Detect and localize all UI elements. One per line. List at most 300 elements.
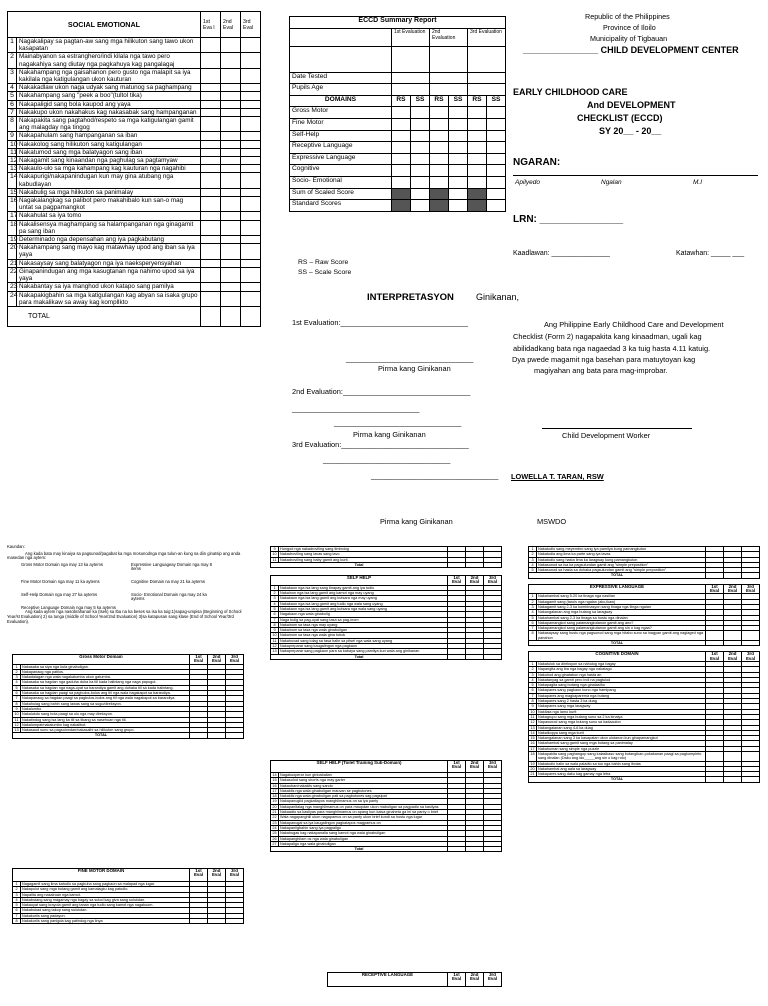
eval-header: 1st Eval: [448, 761, 466, 773]
kaundan-panel: [7, 545, 251, 624]
eval-checkbox-cell[interactable]: [201, 117, 221, 132]
eval-checkbox-cell[interactable]: [221, 148, 241, 156]
eval-checkbox-cell[interactable]: [221, 197, 241, 212]
eval-checkbox-cell[interactable]: [241, 220, 261, 235]
eval-checkbox-cell[interactable]: [241, 291, 261, 306]
eval-checkbox-cell[interactable]: [241, 157, 261, 165]
eval-checkbox-cell[interactable]: [201, 197, 221, 212]
eval-checkbox-cell[interactable]: [241, 68, 261, 83]
row-number: 7: [13, 913, 21, 918]
score-cell[interactable]: [449, 142, 468, 154]
row-item-text: Nakagamit sang (taruis nga ngalan (ako,ikaw): [537, 599, 706, 604]
table-row: [13, 919, 244, 924]
row-number: 5: [8, 92, 17, 100]
domain-row: [290, 130, 506, 142]
eval-checkbox-cell[interactable]: [221, 236, 241, 244]
row-number: 10: [530, 709, 535, 714]
score-cell[interactable]: [430, 153, 449, 165]
score-cell[interactable]: [449, 200, 468, 212]
rs-header: RS: [430, 95, 449, 107]
row-number: 13: [14, 728, 19, 733]
row-item-text: Nakapahulam sang hampanganan sa iban: [17, 132, 201, 140]
row-number: 23: [272, 820, 277, 825]
eval-checkbox-cell[interactable]: [201, 92, 221, 100]
name-line[interactable]: [513, 175, 758, 176]
domain-row: [290, 200, 506, 212]
center-name: _______________ CHILD DEVELOPMENT CENTER: [523, 45, 739, 55]
total-label: TOTAL: [529, 641, 706, 646]
row-item-text: Nakahugas kag nakapanalia sang kamot nga wala ginabuligan: [279, 831, 448, 836]
score-cell[interactable]: [430, 188, 449, 200]
eval-checkbox-cell[interactable]: [201, 148, 221, 156]
eval-checkbox-cell[interactable]: [201, 157, 221, 165]
date-tested-cell[interactable]: [430, 72, 468, 84]
eval-checkbox-cell[interactable]: [221, 132, 241, 140]
row-item-text: Nakapakita sang paghangop sang kalasikaso sang butangikan-pokakanan paagi sa pagkompleto sang dinalan (Daku ang ido_____ang sin o kag rolo): [537, 751, 706, 761]
row-number: 2: [271, 591, 279, 596]
row-item-text: Nakasaka sa siya nga kuta ginabuligan.: [21, 664, 190, 669]
row-number: 3: [271, 596, 279, 601]
eval-checkbox-cell[interactable]: [201, 165, 221, 173]
eval-checkbox-cell[interactable]: [201, 140, 221, 148]
row-number: 2: [13, 669, 21, 674]
row-number: 16: [8, 197, 17, 212]
score-cell[interactable]: [449, 118, 468, 130]
score-cell[interactable]: [392, 165, 411, 177]
row-number: 24: [272, 825, 277, 830]
eval-checkbox-cell[interactable]: [201, 236, 221, 244]
score-cell[interactable]: [392, 118, 411, 130]
score-cell[interactable]: [449, 153, 468, 165]
katawhan-field[interactable]: Katawhan: _____ ___: [676, 250, 745, 257]
domain-label: Standard Scores: [290, 200, 392, 212]
score-cell[interactable]: [468, 142, 487, 154]
eval-checkbox-cell[interactable]: [201, 68, 221, 83]
eval-checkbox-cell[interactable]: [201, 84, 221, 92]
row-number: 9: [271, 547, 279, 552]
score-cell[interactable]: [449, 165, 468, 177]
ss-header: SS: [487, 95, 506, 107]
row-number: 21: [530, 772, 535, 777]
eval-checkbox-cell[interactable]: [241, 197, 261, 212]
signature-line[interactable]: _______________________________: [371, 471, 499, 480]
eval-checkbox-cell[interactable]: [201, 267, 221, 282]
row-item-text: Nakasaka sa hagdan paagi sa pagbulos-bulos ang tiil nga wala nagakapot sa barandiya.: [21, 691, 190, 696]
eval-checkbox-cell[interactable]: [208, 919, 226, 924]
domain-row: [290, 153, 506, 165]
eval-checkbox-cell[interactable]: [742, 631, 760, 641]
eval-checkbox-cell[interactable]: [201, 283, 221, 291]
eval-header: 2nd Eval: [466, 973, 484, 987]
total-cell[interactable]: [241, 306, 261, 326]
pupils-age-cell[interactable]: [468, 84, 506, 96]
eval-checkbox-cell[interactable]: [241, 188, 261, 196]
eval-checkbox-cell[interactable]: [201, 173, 221, 188]
row-number: 25: [272, 831, 277, 836]
row-number: 6: [529, 620, 537, 625]
row-number: 5: [13, 903, 21, 908]
table-row: [8, 236, 261, 244]
row-number: 8: [271, 622, 279, 627]
row-number: 2: [529, 599, 537, 604]
score-cell[interactable]: [430, 130, 449, 142]
row-item-text: Nakahuvad sang tulag sa tasa halin sa pitsel nga wala sang uyang: [279, 638, 448, 643]
kaundan-cog: Cognitive Domain na may 21 ka aytems: [131, 578, 206, 584]
row-number: 15: [530, 736, 535, 741]
row-item-text: Nakatanyag sa gamit pero indi na pagtulod: [537, 677, 706, 682]
row-item-text: Nakatudlo sang hasta lima ka laragway kung pamangkuton: [537, 557, 706, 562]
row-number: 12: [14, 722, 19, 727]
eval-checkbox-cell[interactable]: [201, 291, 221, 306]
row-item-text: Nakatudlo halin sa wala paiadto sa tuo nga bahin sang ibxias: [537, 761, 706, 766]
kaundan-para-2: Ang kada aytem nga nasobrahanan ka (tsek) sa Iba na ka beses sa isa ka tuig:1)sapag-umpisa (Beginning of School Year/st Evaluation) 2) sa tunga (middle of School Year/2nd Evaluation) 3)sa katapusan sang klase (End of School Year/3rd Evaluation).: [7, 609, 242, 624]
eval-checkbox-cell[interactable]: [221, 283, 241, 291]
gross-motor-table: [12, 654, 244, 739]
eval-header: 1st Eval: [706, 584, 724, 594]
row-item-text: Nakasunod sa isa ka pagsulundan gamit ang "simple preposition": [537, 562, 706, 567]
row-item-text: Nakasaysay sang balatyagon nga iya naeksperyensyahan: [17, 259, 201, 267]
row-number: 13: [530, 725, 535, 730]
row-number: 11: [529, 714, 537, 719]
letter-line-1: Ang Philippine Early Childhood Care and Development: [544, 320, 724, 329]
eval-checkbox-cell[interactable]: [221, 140, 241, 148]
mi-label: M.I: [693, 179, 703, 186]
row-item-text: Nakalumpat/nakalumbo kag nakaiibot.: [21, 722, 190, 727]
eval-checkbox-cell[interactable]: [706, 751, 724, 761]
date-tested-cell[interactable]: [392, 72, 430, 84]
total-cell[interactable]: [201, 306, 221, 326]
row-item-text: Nakapares sang 2 hasta 3 ka duag: [537, 699, 706, 704]
table-row: [8, 92, 261, 100]
row-item-text: Nakakaon nga isa lang gamit ang tudlo nga wala sang uyang: [279, 601, 448, 606]
eval-header: 2nd Eval: [208, 655, 226, 665]
row-item-text: Nakasaod suno sa pagsulondan/nakasaihi sa hilikuton sang grupo.: [21, 728, 190, 733]
kaundan-rl: Receptive Language Domain nga may 5 ka aytems: [21, 604, 116, 610]
eval-checkbox-cell[interactable]: [241, 148, 261, 156]
eval-checkbox-cell[interactable]: [241, 117, 261, 132]
row-number: 10: [14, 712, 19, 717]
score-cell[interactable]: [487, 153, 506, 165]
kaundan-gm: Gross Motor Domain nga may 13 ka aytems: [21, 561, 103, 567]
score-cell[interactable]: [468, 107, 487, 119]
row-item-text: Nakatulok sa direksyon sa nahulog nga bagay: [537, 661, 706, 666]
score-cell[interactable]: [468, 118, 487, 130]
score-cell[interactable]: [411, 118, 430, 130]
row-number: 10: [8, 140, 17, 148]
score-cell[interactable]: [392, 107, 411, 119]
signature-line[interactable]: _______________________________: [334, 418, 462, 427]
ss-header: SS: [449, 95, 468, 107]
row-item-text: Nakakurlis sang padayon.: [21, 913, 190, 918]
score-cell[interactable]: [392, 142, 411, 154]
eval-checkbox-cell[interactable]: [241, 165, 261, 173]
row-number: 6: [529, 688, 537, 693]
row-number: 11: [8, 148, 17, 156]
eval-checkbox-cell[interactable]: [241, 267, 261, 282]
eval-checkbox-cell[interactable]: [241, 92, 261, 100]
table-row: [529, 751, 760, 761]
eval-checkbox-cell[interactable]: [201, 220, 221, 235]
domain-row: [290, 118, 506, 130]
eval-header: 3rd Eval: [226, 655, 244, 665]
score-cell[interactable]: [487, 200, 506, 212]
score-cell[interactable]: [487, 130, 506, 142]
pirma-label-2: Pirma kang Ginikanan: [380, 517, 453, 526]
row-number: 20: [8, 244, 17, 259]
date-tested-cell[interactable]: [468, 72, 506, 84]
score-cell[interactable]: [449, 130, 468, 142]
kaundan-heading: Kaundan:: [7, 544, 25, 549]
rs-header: RS: [392, 95, 411, 107]
score-cell[interactable]: [411, 107, 430, 119]
row-item-text: Nakabukad sang takop sang sulukdan.: [21, 908, 190, 913]
score-cell[interactable]: [430, 176, 449, 188]
eval-checkbox-cell[interactable]: [201, 259, 221, 267]
score-cell[interactable]: [468, 153, 487, 165]
table-row: [8, 53, 261, 68]
row-number: 18: [8, 220, 17, 235]
total-cell[interactable]: [221, 306, 241, 326]
eval-header: 2nd Eval: [466, 576, 484, 586]
cognitive-title: COGNITIVE DOMAIN: [529, 652, 706, 662]
eval-checkbox-cell[interactable]: [241, 173, 261, 188]
row-item-text: Wala nagapanghili ukon nagapamus on sa panty ukon brief kundi sa hustu nga lugar: [279, 815, 448, 820]
score-cell[interactable]: [392, 188, 411, 200]
eval-checkbox-cell[interactable]: [221, 212, 241, 220]
row-item-text: Nakauyat sang krayola gamit ang tanan nga tudlo sang kamot nga nagakuom.: [21, 903, 190, 908]
score-cell[interactable]: [430, 200, 449, 212]
score-cell[interactable]: [430, 165, 449, 177]
row-number: 1: [13, 882, 21, 887]
score-cell[interactable]: [411, 176, 430, 188]
row-number: 6: [271, 612, 279, 617]
row-number: 4: [529, 562, 537, 567]
score-cell[interactable]: [449, 107, 468, 119]
score-cell[interactable]: [430, 107, 449, 119]
row-item-text: Nakasaysay sang hustu nga pagsunod sang mga hitabo suno sa inagyan gamit ang naglaged nga panahon: [537, 631, 706, 641]
eval-checkbox-cell[interactable]: [241, 53, 261, 68]
row-number: 13: [8, 165, 17, 173]
row-item-text: Nakapamangkot sang paiamangkutanon gamit ang ano?: [537, 620, 706, 625]
score-cell[interactable]: [487, 118, 506, 130]
eval-checkbox-cell[interactable]: [241, 132, 261, 140]
eval-checkbox-cell[interactable]: [241, 108, 261, 116]
row-item-text: Nakakils nga wala ginabuligan pati sa pagbutones sag pagsipat: [279, 794, 448, 799]
table-row: [8, 283, 261, 291]
row-number: 1: [529, 594, 537, 599]
row-number: 7: [529, 693, 537, 698]
eval-checkbox-cell[interactable]: [201, 212, 221, 220]
row-number: 5: [271, 606, 279, 611]
eval-checkbox-cell[interactable]: [221, 165, 241, 173]
eval-checkbox-cell[interactable]: [221, 220, 241, 235]
score-cell[interactable]: [487, 176, 506, 188]
eval-checkbox-cell[interactable]: [724, 631, 742, 641]
row-item-text: Nakalukdo sang bola paagi sa ulo nga may direksyon.: [21, 712, 190, 717]
eval-1-line[interactable]: 1st Evaluation:_______________________________: [292, 318, 468, 327]
eval-checkbox-cell[interactable]: [190, 919, 208, 924]
eval-checkbox-cell[interactable]: [241, 84, 261, 92]
eval-checkbox-cell[interactable]: [706, 631, 724, 641]
eval-checkbox-cell[interactable]: [241, 140, 261, 148]
eval-checkbox-cell[interactable]: [724, 751, 742, 761]
row-item-text: Nakainom sa tasa nga wala ginabuligan: [279, 628, 448, 633]
eval-checkbox-cell[interactable]: [201, 244, 221, 259]
eval-checkbox-cell[interactable]: [221, 267, 241, 282]
eccd-summary-table: [289, 16, 506, 212]
eval-checkbox-cell[interactable]: [201, 53, 221, 68]
row-number: 7: [8, 108, 17, 116]
row-item-text: Nagakalangkag sa palibot pero makahibalo kun san-o mag untat sa pagpamangkot: [17, 197, 201, 212]
row-item-text: Nakadroviling sang baby gamit ang kurit.: [279, 557, 448, 562]
eval-2-line[interactable]: 2nd Evaluation:_______________________________: [292, 387, 471, 396]
eval-checkbox-cell[interactable]: [201, 38, 221, 53]
pupils-age-cell[interactable]: [392, 84, 430, 96]
score-cell[interactable]: [392, 176, 411, 188]
score-cell[interactable]: [468, 165, 487, 177]
row-item-text: Nakainom sa tasa nga may uyang: [279, 622, 448, 627]
score-cell[interactable]: [411, 165, 430, 177]
score-cell[interactable]: [449, 188, 468, 200]
row-number: 6: [13, 908, 21, 913]
eval-checkbox-cell[interactable]: [201, 188, 221, 196]
worker-signature-line[interactable]: [542, 428, 692, 429]
kaadlawan-field[interactable]: Kaadlawan: _______________: [513, 250, 610, 257]
row-item-text: Nakahampang sang mayo kag matawhay upod ang iban sa iya yaya: [17, 244, 201, 259]
score-cell[interactable]: [487, 188, 506, 200]
eval-checkbox-cell[interactable]: [241, 236, 261, 244]
eval-checkbox-cell[interactable]: [241, 259, 261, 267]
row-item-text: Nakapanligbahin sang iya pagpaligo: [279, 825, 448, 830]
row-number: 17: [530, 746, 535, 751]
self-help-toilet-table: [270, 760, 502, 852]
eval-3-line[interactable]: 3rd Evaluation:_______________________________: [292, 440, 469, 449]
eval-header: 1st Eval: [190, 655, 208, 665]
row-number: 4: [13, 680, 21, 685]
score-cell[interactable]: [411, 130, 430, 142]
pirma-label: Pirma kang Ginikanan: [378, 364, 451, 373]
row-item-text: Nakangalanan sang 3 ka kasapatan ukon ulutanon kun ginapamangkot: [537, 736, 706, 741]
ss-header: SS: [411, 95, 430, 107]
domain-label: Expressive Language: [290, 153, 392, 165]
eval-checkbox-cell[interactable]: [221, 108, 241, 116]
row-item-text: Nakahampang sang "peek a boo"(tultol tika): [17, 92, 201, 100]
eval-checkbox-cell[interactable]: [221, 188, 241, 196]
score-cell[interactable]: [411, 153, 430, 165]
eval-checkbox-cell[interactable]: [221, 259, 241, 267]
row-item-text: Nakagamit sang 2-3 ka kombinasyon sang tinaga nga liinga ngalan: [537, 604, 706, 609]
eval-checkbox-cell[interactable]: [221, 53, 241, 68]
row-number: 15: [8, 188, 17, 196]
eval-checkbox-cell[interactable]: [221, 38, 241, 53]
score-cell[interactable]: [468, 176, 487, 188]
row-number: 19: [272, 799, 277, 804]
row-item-text: Nakapagita sang butang nga ginalastho: [537, 683, 706, 688]
pupils-age-cell[interactable]: [430, 84, 468, 96]
row-number: 12: [530, 720, 535, 725]
signature-line[interactable]: _______________________________: [346, 354, 474, 363]
score-cell[interactable]: [411, 200, 430, 212]
eval-checkbox-cell[interactable]: [742, 751, 760, 761]
letter-line-2: Checklist (Form 2) nagapakita kang kinaadman, ugali kag: [513, 332, 702, 341]
rs-header: RS: [468, 95, 487, 107]
eval-checkbox-cell[interactable]: [221, 291, 241, 306]
eval-checkbox-cell[interactable]: [221, 173, 241, 188]
score-cell[interactable]: [392, 153, 411, 165]
eval-checkbox-cell[interactable]: [241, 38, 261, 53]
apilyedo-label: Apilyedo: [515, 179, 540, 186]
eval-checkbox-cell[interactable]: [201, 132, 221, 140]
eval-checkbox-cell[interactable]: [221, 68, 241, 83]
row-item-text: Nakapanitalag nga manghilmamus on para maupdan ukon mabuligan sa pagpadlo sa kasilyas: [279, 804, 448, 809]
row-item-text: Nakakupo ukon nakahakus kag nakasabak sang hampanganan: [17, 108, 201, 116]
blank-line[interactable]: _______________________________: [323, 455, 451, 464]
row-item-text: Nakahuman sang simple nga puzzle: [537, 746, 706, 751]
eval-checkbox-cell[interactable]: [241, 283, 261, 291]
score-cell[interactable]: [468, 188, 487, 200]
score-cell[interactable]: [411, 188, 430, 200]
eval-checkbox-cell[interactable]: [241, 244, 261, 259]
row-number: 1: [529, 547, 537, 552]
row-number: 14: [8, 173, 17, 188]
pirma-label: Pirma kang Ginikanan: [353, 430, 426, 439]
row-item-text: Nakabutang sang magamay nga bagay sa sulod kag giva sang sulukdan.: [21, 897, 190, 902]
eval-header-3: 3rd Eval: [241, 12, 261, 38]
row-item-text: Nakapaligid sang bola kaupod ang yaya: [17, 100, 201, 108]
row-item-text: Hungod nga nakadroviling sang timbolog: [279, 547, 448, 552]
eval-checkbox-cell[interactable]: [221, 157, 241, 165]
eval-checkbox-cell[interactable]: [201, 108, 221, 116]
eval-checkbox-cell[interactable]: [221, 100, 241, 108]
table-row: [8, 173, 261, 188]
eval-checkbox-cell[interactable]: [221, 92, 241, 100]
score-cell[interactable]: [487, 107, 506, 119]
score-cell[interactable]: [392, 130, 411, 142]
score-cell[interactable]: [487, 165, 506, 177]
eval-checkbox-cell[interactable]: [241, 212, 261, 220]
row-number: 23: [8, 283, 17, 291]
row-item-text: Nakahambal sang 5-20 ka tinaga nga nasilian: [537, 594, 706, 599]
score-cell[interactable]: [430, 142, 449, 154]
title-line-3: CHECKLIST (ECCD): [577, 113, 663, 123]
municipality-text: Municipality of Tigbauan: [590, 34, 668, 43]
row-number: 4: [8, 84, 17, 92]
blank-line[interactable]: _______________________________: [292, 404, 420, 413]
row-number: 3: [529, 557, 537, 562]
eval-checkbox-cell[interactable]: [201, 100, 221, 108]
score-cell[interactable]: [392, 200, 411, 212]
kaundan-fm: Fine Motor Domain nga may 11 ka aytems: [21, 578, 100, 584]
eval-checkbox-cell[interactable]: [241, 100, 261, 108]
eval-checkbox-cell[interactable]: [221, 84, 241, 92]
row-number: 5: [529, 615, 537, 620]
score-cell[interactable]: [468, 200, 487, 212]
eval-checkbox-cell[interactable]: [226, 919, 244, 924]
row-item-text: Nakabulig sa mga hilikuton sa panimalay: [17, 188, 201, 196]
row-item-text: Nagakooperar kun ginbabailan: [279, 773, 448, 778]
eval-header: 2nd Eval: [724, 584, 742, 594]
score-cell[interactable]: [430, 118, 449, 130]
row-item-text: Nakadalagan nga wala nagakatumba ukon gatumba.: [21, 675, 190, 680]
eval-checkbox-cell[interactable]: [221, 117, 241, 132]
row-item-text: Nakakadlaw ukon naga udyak sang matunog sa paghampang: [17, 84, 201, 92]
score-cell[interactable]: [487, 142, 506, 154]
eval-checkbox-cell[interactable]: [221, 244, 241, 259]
score-cell[interactable]: [449, 176, 468, 188]
score-cell[interactable]: [411, 142, 430, 154]
lrn-field[interactable]: LRN: _______________: [513, 214, 624, 225]
score-cell[interactable]: [468, 130, 487, 142]
